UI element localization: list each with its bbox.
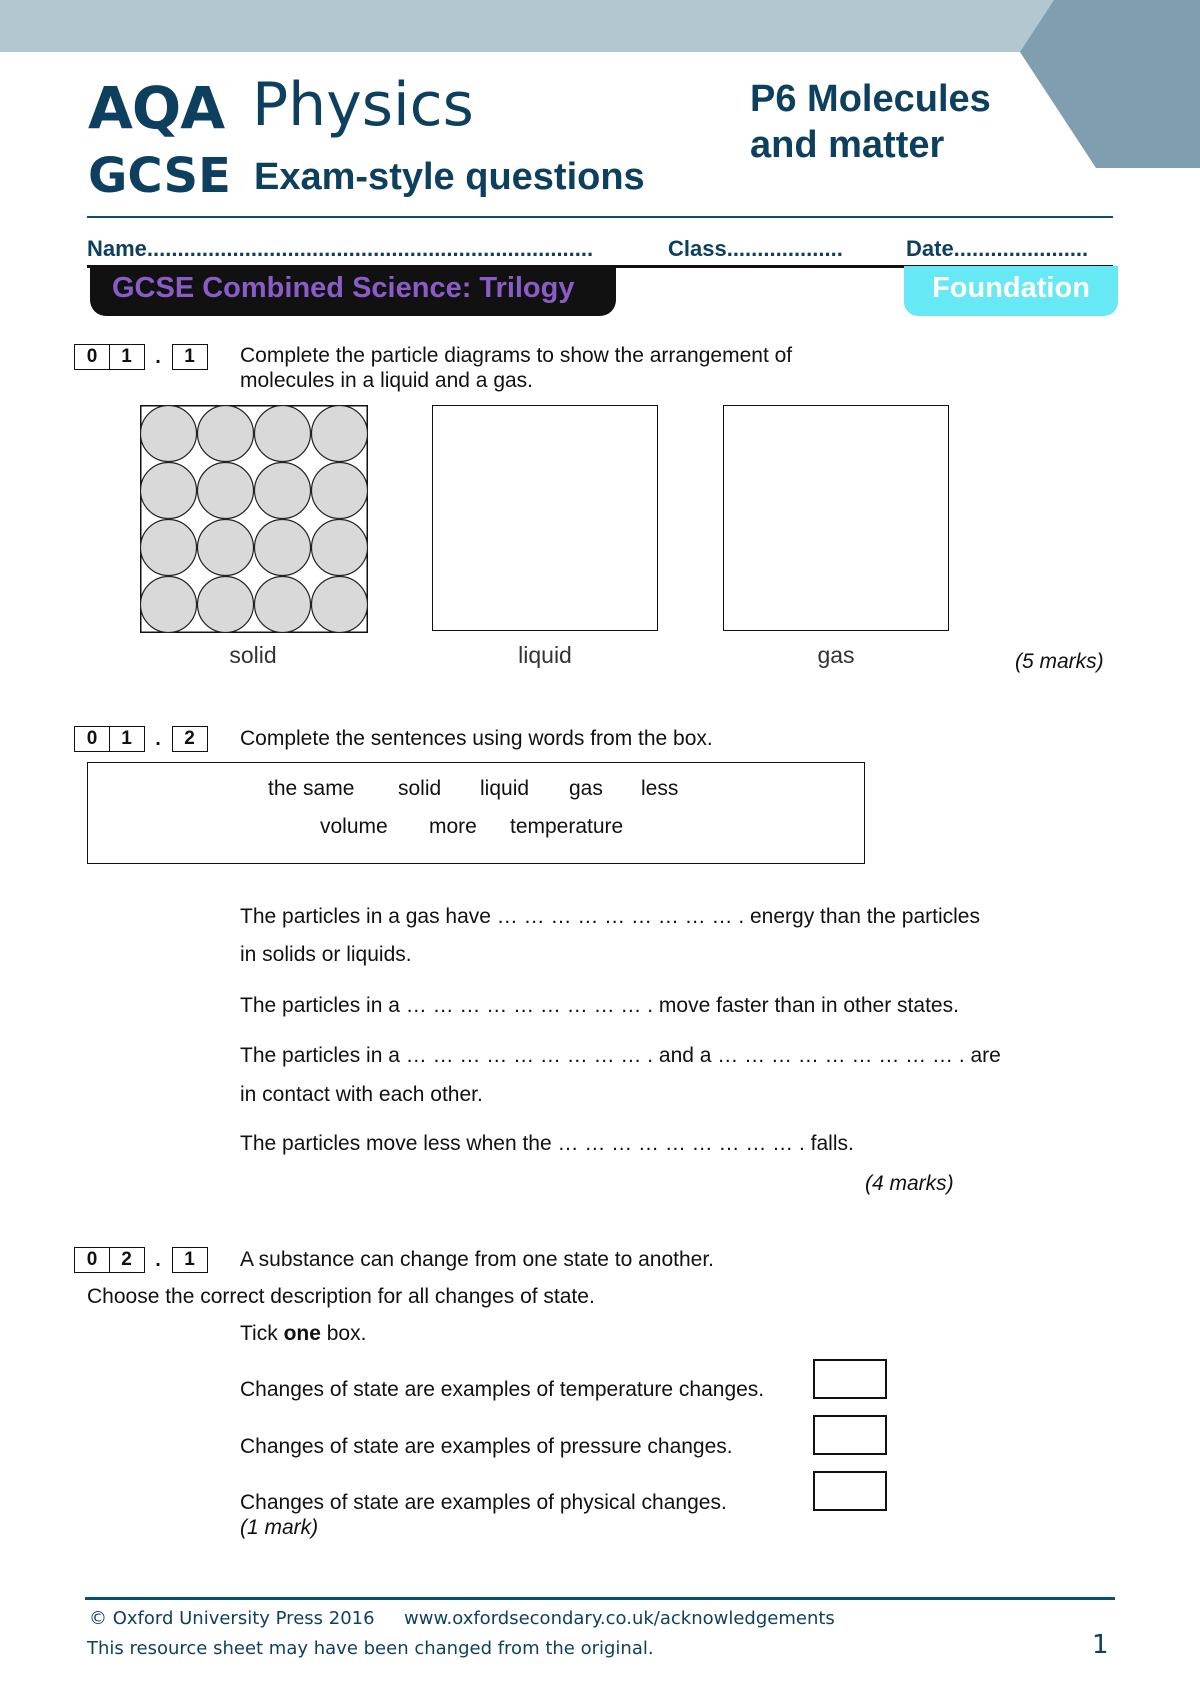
topic-title-line1: P6 Molecules (750, 78, 991, 120)
word-bank-item: more (429, 815, 477, 838)
option-tick-box[interactable] (813, 1415, 887, 1455)
gas-diagram-box[interactable] (723, 405, 949, 631)
word-bank-item: gas (569, 777, 603, 800)
header-corner-shape (1020, 0, 1200, 168)
diagram-label-solid: solid (229, 642, 277, 668)
option-text: Changes of state are examples of pressure changes. (240, 1435, 733, 1458)
word-bank-item: temperature (510, 815, 624, 838)
marks-01-2: (4 marks) (865, 1172, 954, 1195)
sentence-1-continued: in solids or liquids. (240, 943, 412, 966)
option-text: Changes of state are examples of temperature changes. (240, 1378, 765, 1401)
qnum-digit: 2 (172, 726, 208, 752)
question-text-02-1: A substance can change from one state to another. (240, 1248, 714, 1271)
qnum-digit: 0 (74, 726, 110, 752)
question-number-01-1 (74, 344, 208, 370)
brand-aqa: AQA (88, 74, 225, 142)
tick-instruction-emphasis: one (283, 1322, 321, 1345)
question-text-01-2: Complete the sentences using words from the box. (240, 727, 713, 750)
qnum-dot: . (155, 727, 161, 750)
topic-title-line2: and matter (750, 124, 945, 166)
qnum-digit: 1 (172, 344, 208, 370)
sentence-4: The particles move less when the … … … … … … … … … . falls. (240, 1132, 854, 1155)
diagram-label-gas: gas (817, 642, 855, 668)
diagram-label-liquid: liquid (518, 642, 572, 668)
word-bank-box (87, 762, 865, 864)
brand-subject: Physics (252, 70, 474, 140)
footer-note: This resource sheet may have been changed from the original. (87, 1638, 654, 1659)
footer-copyright: © Oxford University Press 2016 (89, 1608, 375, 1629)
solid-particle-diagram (140, 405, 368, 633)
question-text-01-1 (240, 343, 792, 393)
footer-link[interactable]: www.oxfordsecondary.co.uk/acknowledgements (404, 1608, 835, 1629)
name-field[interactable]: Name......................................................................... (87, 236, 594, 261)
qnum-digit: 0 (74, 1247, 110, 1273)
header-rule (87, 216, 1113, 218)
brand-resource-type: Exam-style questions (254, 156, 645, 198)
marks-02-1: (1 mark) (240, 1516, 319, 1539)
qnum-digit: 1 (172, 1247, 208, 1273)
qnum-digit: 2 (109, 1247, 145, 1273)
course-badge: GCSE Combined Science: Trilogy (90, 266, 616, 316)
question-number-01-2 (74, 726, 208, 752)
qnum-dot: . (155, 345, 161, 368)
question-text-line: molecules in a liquid and a gas. (240, 369, 534, 392)
question-instruction: Choose the correct description for all changes of state. (87, 1285, 595, 1308)
brand-gcse: GCSE (88, 148, 231, 204)
qnum-digit: 0 (74, 344, 110, 370)
tick-instruction (240, 1321, 366, 1346)
question-number-02-1 (74, 1247, 208, 1273)
sentence-3-continued: in contact with each other. (240, 1083, 483, 1106)
word-bank-item: less (641, 777, 679, 800)
qnum-dot: . (155, 1248, 161, 1271)
sentence-1: The particles in a gas have … … … … … … … … … . energy than the particles (240, 905, 980, 928)
word-bank-item: volume (320, 815, 388, 838)
qnum-digit: 1 (109, 726, 145, 752)
sentence-3: The particles in a … … … … … … … … … . and a … … … … … … … … … . are (240, 1044, 1001, 1067)
tier-badge: Foundation (904, 266, 1118, 316)
footer-rule (85, 1597, 1115, 1600)
word-bank-item: the same (268, 777, 355, 800)
page-number: 1 (1092, 1630, 1109, 1660)
tick-instruction-post: box. (320, 1322, 367, 1345)
option-text: Changes of state are examples of physical changes. (240, 1491, 727, 1514)
option-tick-box[interactable] (813, 1359, 887, 1399)
liquid-diagram-box[interactable] (432, 405, 658, 631)
word-bank-item: solid (398, 777, 442, 800)
marks-01-1: (5 marks) (1015, 650, 1104, 673)
topic-title (750, 76, 991, 168)
date-field[interactable]: Date...................... (906, 236, 1089, 261)
option-tick-box[interactable] (813, 1471, 887, 1511)
word-bank-item: liquid (480, 777, 530, 800)
sentence-2: The particles in a … … … … … … … … … . move faster than in other states. (240, 994, 959, 1017)
tick-instruction-pre: Tick (240, 1322, 284, 1345)
question-text-line: Complete the particle diagrams to show the arrangement of (240, 344, 793, 367)
class-field[interactable]: Class................... (668, 236, 843, 261)
qnum-digit: 1 (109, 344, 145, 370)
